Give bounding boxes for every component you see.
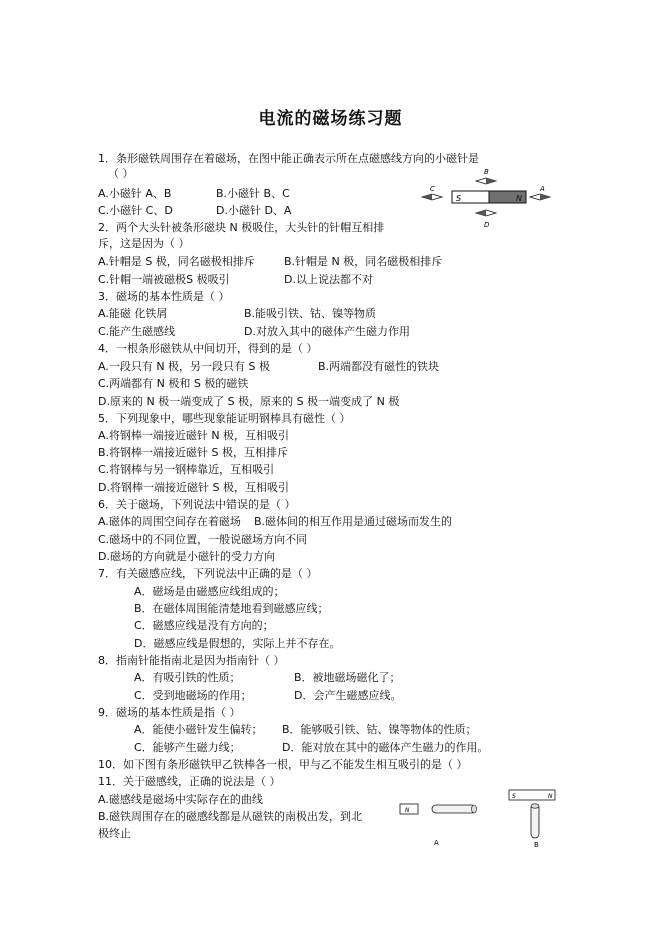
question-7-stem: 7．有关磁感应线，下列说法中正确的是（ ） — [98, 567, 318, 580]
page-title: 电流的磁场练习题 — [258, 109, 403, 129]
question-1-answer-blank: （ ） — [108, 167, 134, 180]
question-4-stem: 4．一根条形磁铁从中间切开，得到的是（ ） — [98, 342, 318, 355]
question-11-stem: 11．关于磁感线，正确的说法是（ ） — [98, 775, 281, 788]
iron-rod-b-end — [531, 804, 539, 808]
needle-b-label: B — [484, 168, 489, 176]
question-5-option-b: B.将钢棒一端接近磁针 S 极，互相排斥 — [98, 446, 289, 459]
question-9-option-c: C．能够产生磁力线； — [134, 741, 241, 754]
question-7-option-b: B．在磁体周围能清楚地看到磁感应线； — [134, 602, 329, 615]
question-11-option-b-cont: 极终止 — [98, 827, 131, 840]
question-8-option-d: D．会产生磁感应线。 — [294, 689, 402, 702]
question-3-option-c: C.能产生磁感线 — [98, 325, 176, 338]
magnet-rod-figure — [394, 786, 564, 850]
question-1-stem: 1．条形磁铁周围存在着磁场，在图中能正确表示所在点磁感线方向的小磁针是 — [98, 152, 479, 165]
question-4-option-a: A.一段只有 N 极，另一段只有 S 极 — [98, 360, 271, 373]
question-9-option-d: D．能对放在其中的磁体产生磁力的作用。 — [282, 741, 489, 754]
figure-a-label: A — [434, 839, 439, 847]
question-4-option-d: D.原来的 N 极一端变成了 S 极，原来的 S 极一端变成了 N 极 — [98, 395, 400, 408]
question-1-option-c: C.小磁针 C、D — [98, 204, 173, 217]
question-1-option-b: B.小磁针 B、C — [216, 187, 290, 200]
question-11-option-b: B.磁铁周围存在的磁感线都是从磁铁的南极出发，到北 — [98, 810, 363, 823]
iron-rod-a-icon — [432, 805, 476, 813]
iron-rod-b-icon — [531, 804, 539, 838]
question-6-option-b: B.磁体间的相互作用是通过磁场而发生的 — [254, 515, 453, 528]
magnet-b-s-label: S — [512, 793, 516, 800]
question-4-option-b: B.两端都没有磁性的铁块 — [318, 360, 440, 373]
question-2-option-a: A.针帽是 S 极，同名磁极相排斥 — [98, 255, 255, 268]
magnet-n-label: N — [516, 194, 522, 203]
question-1-option-d: D.小磁针 D、A — [216, 204, 292, 217]
question-6-stem: 6．关于磁场，下列说法中错误的是（ ） — [98, 498, 296, 511]
needle-a-north-tip — [540, 194, 550, 200]
question-5-option-a: A.将钢棒一端接近磁针 N 极，互相吸引 — [98, 429, 290, 442]
question-2-option-c: C.针帽一端被磁极S 极吸引 — [98, 273, 230, 286]
question-7-option-c: C．磁感应线是没有方向的； — [134, 619, 274, 632]
needle-b-north-tip — [486, 178, 496, 184]
question-1-option-a: A.小磁针 A、B — [98, 187, 172, 200]
question-5-option-d: D.将钢棒一端接近磁针 S 极，互相吸引 — [98, 481, 289, 494]
question-7-option-d: D．磁感应线是假想的，实际上并不存在。 — [134, 637, 341, 650]
question-6-option-d: D.磁场的方向就是小磁针的受力方向 — [98, 550, 275, 563]
question-6-option-a: A.磁体的周围空间存在着磁场 — [98, 515, 241, 528]
magnet-s-label: S — [456, 194, 462, 203]
question-8-stem: 8．指南针能指南北是因为指南针（ ） — [98, 654, 285, 667]
question-6-option-c: C.磁场中的不同位置，一般说磁场方向不同 — [98, 533, 308, 546]
bar-magnet-figure — [414, 164, 564, 230]
question-5-option-c: C.将钢棒与另一钢棒靠近，互相吸引 — [98, 463, 275, 476]
question-9-option-b: B．能够吸引铁、钴、镍等物体的性质； — [282, 723, 477, 736]
question-3-option-a: A.能磁 化铁屑 — [98, 307, 168, 320]
question-3-stem: 3．磁场的基本性质是（ ） — [98, 290, 230, 303]
question-8-option-b: B．被地磁场磁化了； — [294, 671, 401, 684]
needle-c-north-tip — [422, 194, 432, 200]
question-10-stem: 10．如下图有条形磁铁甲乙铁棒各一根，甲与乙不能发生相互吸引的是（ ） — [98, 758, 468, 771]
question-11-option-a: A.磁感线是磁场中实际存在的曲线 — [98, 793, 263, 806]
iron-rod-a-end — [472, 805, 477, 813]
magnet-b-n-label: N — [548, 793, 553, 800]
question-8-option-c: C．受到地磁场的作用； — [134, 689, 252, 702]
question-9-option-a: A．能使小磁针发生偏转； — [134, 723, 263, 736]
question-2-stem: 2．两个大头针被条形磁块 N 极吸住，大头针的针帽互相排 — [98, 221, 385, 234]
question-3-option-b: B.能吸引铁、钴、镍等物质 — [244, 307, 377, 320]
question-7-option-a: A．磁场是由磁感应线组成的； — [134, 585, 285, 598]
figure-b-label: B — [534, 841, 539, 849]
needle-d-north-tip — [476, 210, 486, 216]
question-5-stem: 5．下列现象中，哪些现象能证明钢棒具有磁性（ ） — [98, 412, 351, 425]
question-8-option-a: A．有吸引铁的性质； — [134, 671, 241, 684]
question-2-option-d: D.以上说法都不对 — [284, 273, 373, 286]
question-2-stem-cont: 斥，这是因为（ ） — [98, 237, 190, 250]
needle-d-label: D — [484, 221, 490, 229]
needle-a-label: A — [540, 185, 545, 193]
question-4-option-c: C.两端都有 N 极和 S 极的磁铁 — [98, 377, 249, 390]
magnet-a-pole-label: N — [405, 807, 410, 814]
needle-c-label: C — [430, 185, 435, 193]
question-3-option-d: D.对放入其中的磁体产生磁力作用 — [244, 325, 410, 338]
question-9-stem: 9．磁场的基本性质是指（ ） — [98, 706, 241, 719]
question-2-option-b: B.针帽是 N 极，同名磁极相排斥 — [284, 255, 443, 268]
